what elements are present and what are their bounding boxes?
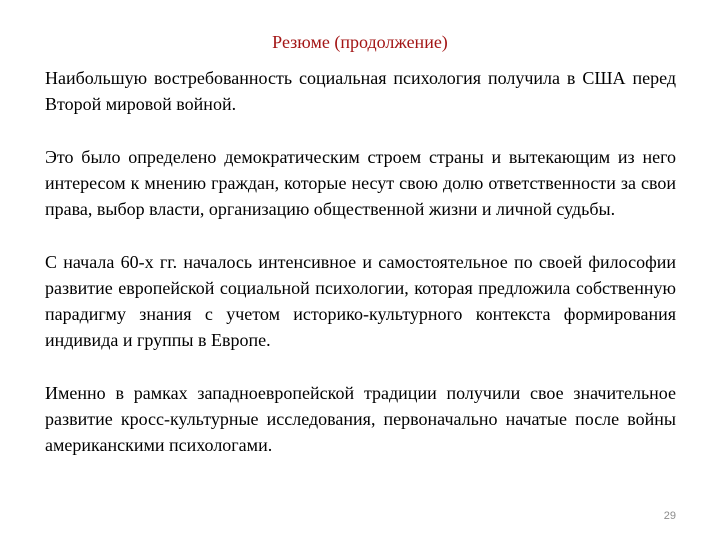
paragraph-4: Именно в рамках западноевропейской традиции получили свое значительное развитие кросс-культурные исследования, первоначально начатые после войны американскими психологами. bbox=[45, 383, 676, 455]
paragraph-2: Это было определено демократическим строем страны и вытекающим из него интересом к мнению граждан, которые несут свою долю ответственности за свои права, выбор власти, организацию общественной жизни и личной судьбы. bbox=[45, 147, 676, 219]
paragraph-1: Наибольшую востребованность социальная психология получила в США перед Второй мировой войной. bbox=[45, 68, 676, 114]
page-number: 29 bbox=[663, 510, 676, 522]
slide-title: Резюме (продолжение) bbox=[272, 32, 448, 52]
slide-body bbox=[45, 65, 676, 485]
paragraph-3: С начала 60-х гг. началось интенсивное и самостоятельное по своей философии развитие европейской социальной психологии, которая предложила собственную парадигму знания с учетом историко-культурного контекста формирования индивида и группы в Европе. bbox=[45, 252, 676, 350]
